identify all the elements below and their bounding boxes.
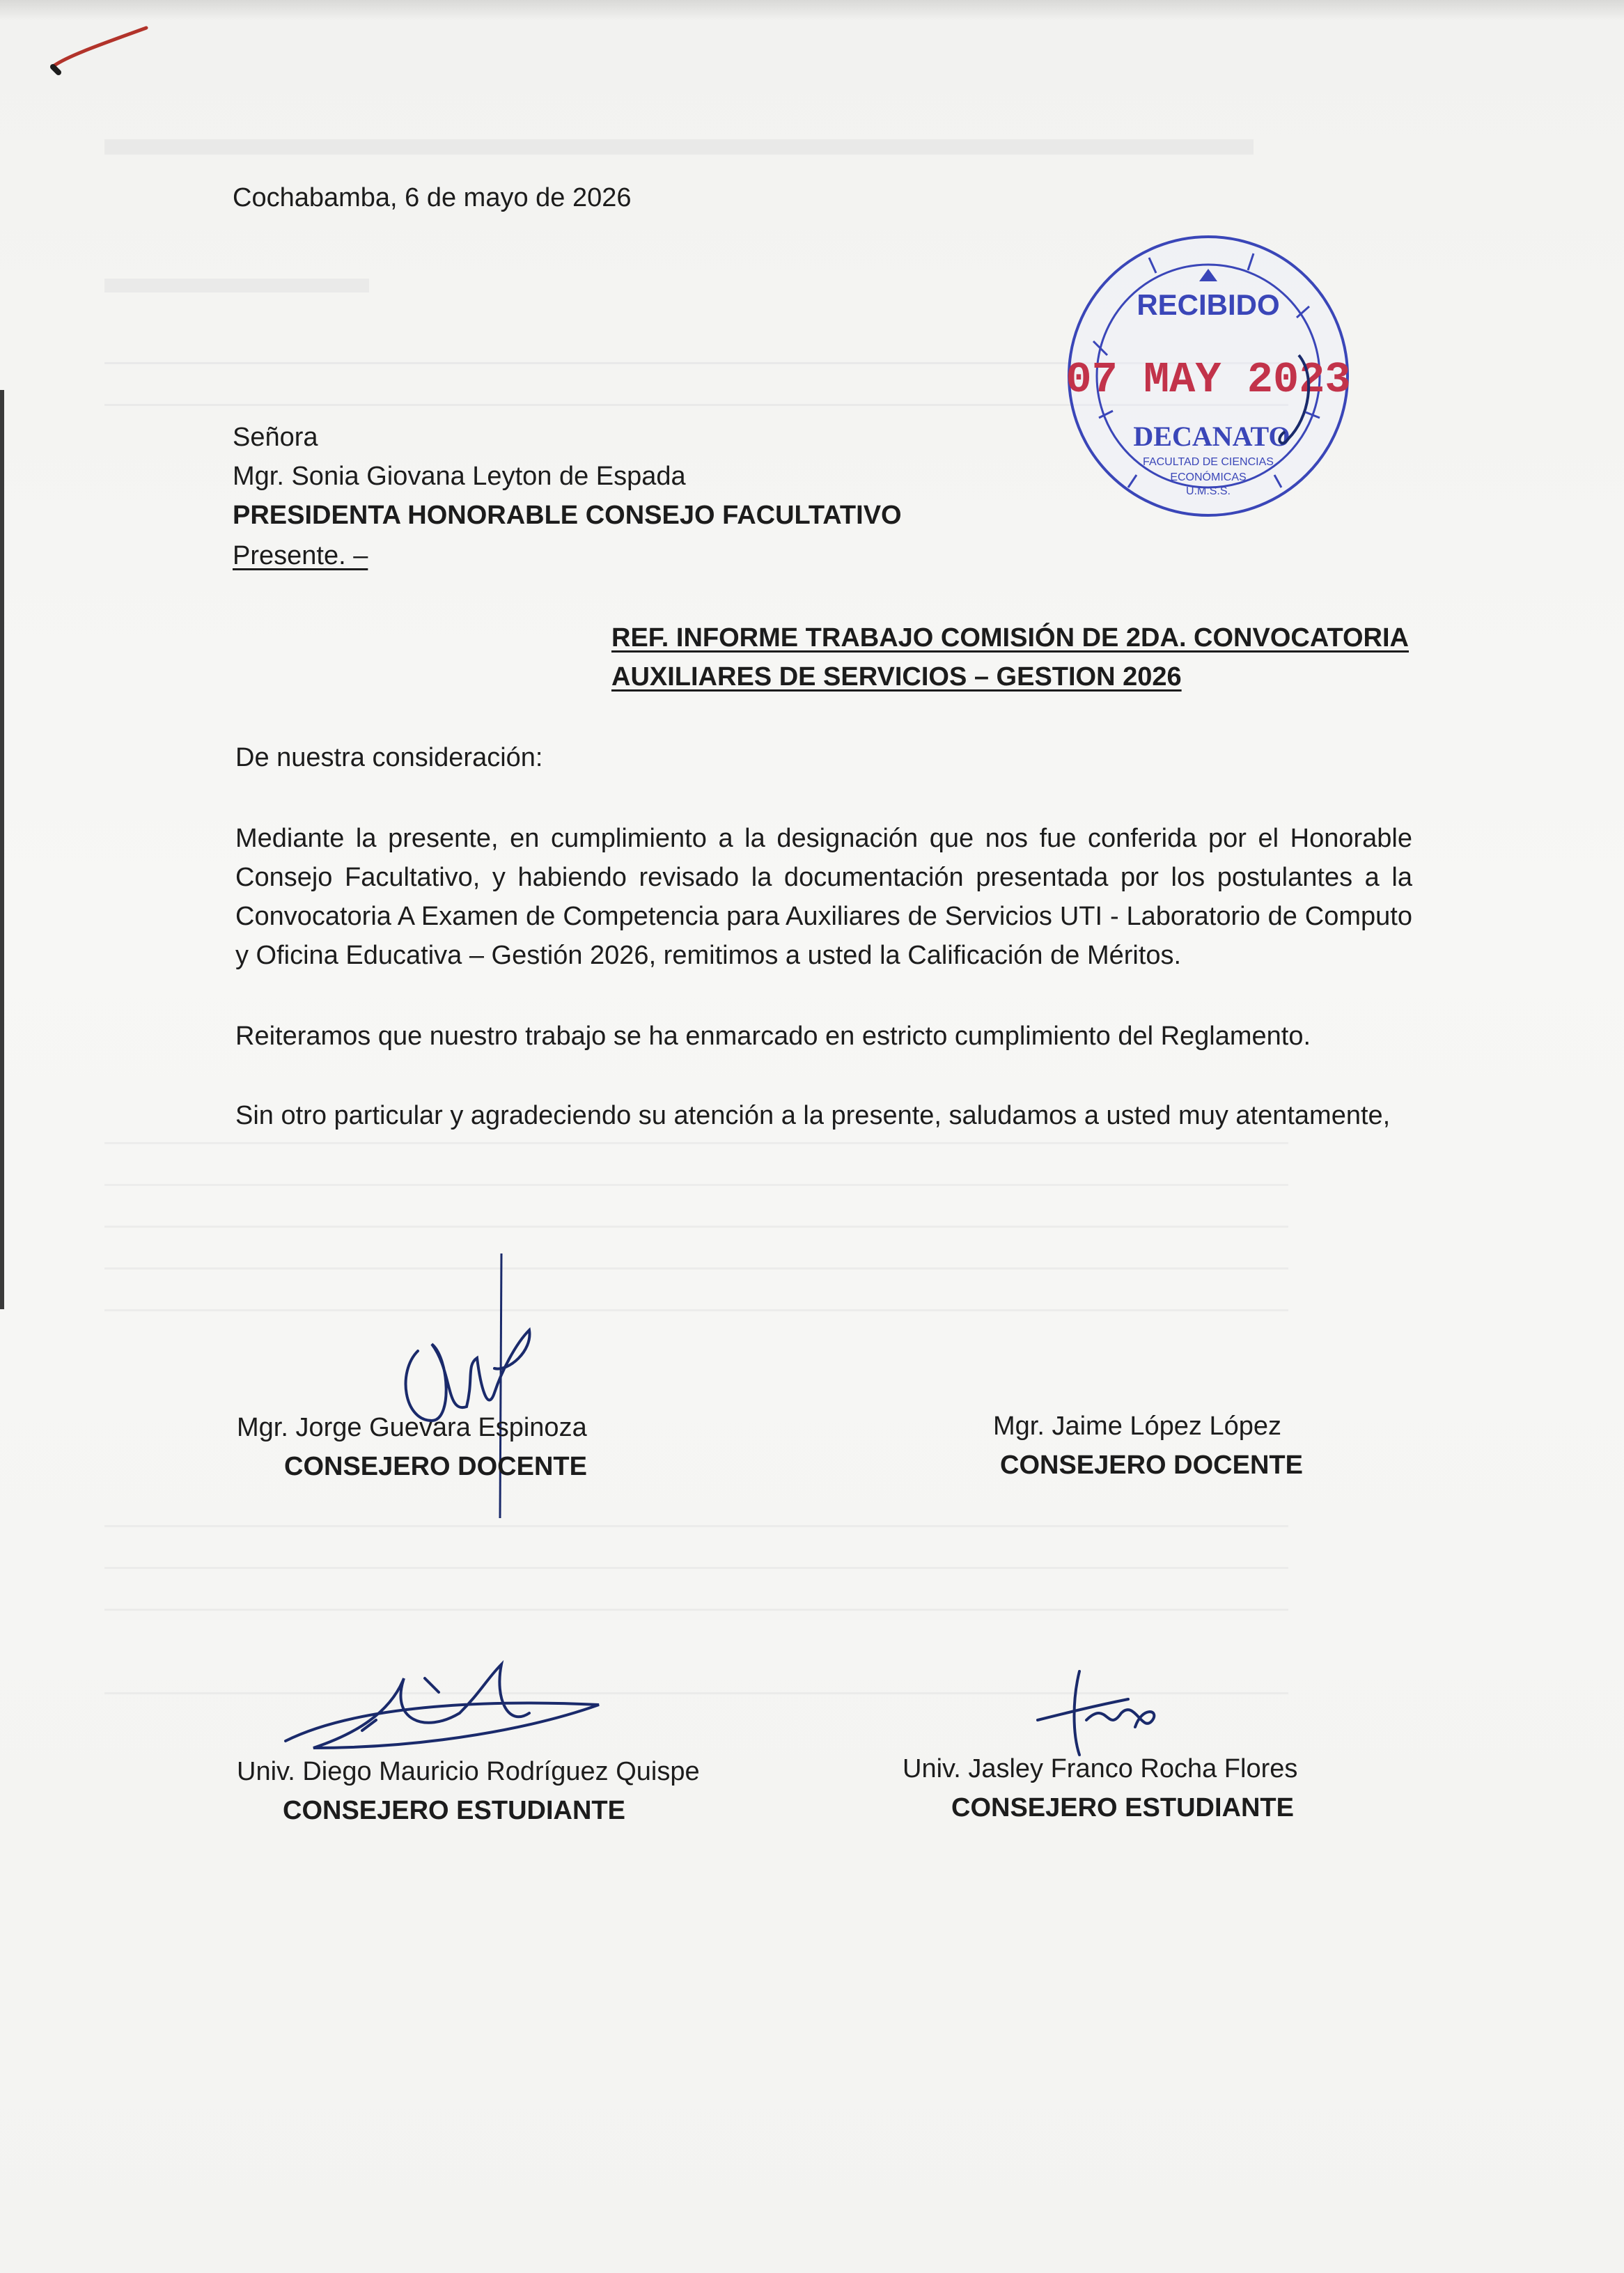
letter-date: Cochabamba, 6 de mayo de 2026 [233, 183, 632, 212]
received-stamp [1045, 209, 1372, 571]
body-paragraph-2: Reiteramos que nuestro trabajo se ha enmarcado en estricto cumplimiento del Reglamento. [235, 1022, 1311, 1051]
reference-line-1: REF. INFORME TRABAJO COMISIÓN DE 2DA. CONVOCATORIA [611, 623, 1409, 653]
stamp-date: 07 MAY 2023 [1065, 355, 1351, 405]
stamp-faculty-1: FACULTAD DE CIENCIAS [1143, 456, 1274, 468]
stamp-received-text: RECIBIDO [1137, 288, 1280, 321]
reference-line-2: AUXILIARES DE SERVICIOS – GESTION 2026 [611, 662, 1182, 692]
signatory-1-name: Mgr. Jorge Guevara Espinoza [237, 1413, 587, 1442]
signatory-1-role: CONSEJERO DOCENTE [284, 1452, 587, 1481]
signatory-4-role: CONSEJERO ESTUDIANTE [951, 1793, 1294, 1822]
signatory-3-name: Univ. Diego Mauricio Rodríguez Quispe [237, 1757, 700, 1786]
recipient-title: PRESIDENTA HONORABLE CONSEJO FACULTATIVO [233, 501, 902, 530]
presente-line: Presente. – [233, 541, 368, 570]
signatory-2-name: Mgr. Jaime López López [993, 1412, 1282, 1441]
greeting: De nuestra consideración: [235, 743, 543, 772]
scan-edge [0, 390, 4, 1309]
recipient-name: Mgr. Sonia Giovana Leyton de Espada [233, 462, 686, 491]
body-paragraph-3: Sin otro particular y agradeciendo su atención a la presente, saludamos a usted muy atentamente, [235, 1101, 1391, 1130]
stamp-faculty-2: ECONÓMICAS [1170, 471, 1247, 483]
signatory-2-role: CONSEJERO DOCENTE [1000, 1451, 1303, 1480]
stamp-faculty-3: U.M.S.S. [1185, 485, 1231, 497]
body-paragraph-1: Mediante la presente, en cumplimiento a la designación que nos fue conferida por el Honorable Consejo Facultativo, y habiendo revisado la documentación presentada por los postulantes a la Convocatoria A Examen de Competencia para Auxiliares de Servicios UTI - Laboratorio de Computo y Oficina Educativa – Gestión 2026, remitimos a usted la Calificación de Méritos. [235, 824, 1412, 970]
pen-mark-icon [49, 17, 160, 79]
scan-shadow [0, 0, 1624, 21]
salutation: Señora [233, 423, 318, 452]
stamp-office: DECANATO [1133, 421, 1290, 452]
signatory-3-role: CONSEJERO ESTUDIANTE [283, 1796, 625, 1825]
signatory-4-name: Univ. Jasley Franco Rocha Flores [903, 1754, 1298, 1783]
signature-rodriguez [272, 1650, 613, 1769]
